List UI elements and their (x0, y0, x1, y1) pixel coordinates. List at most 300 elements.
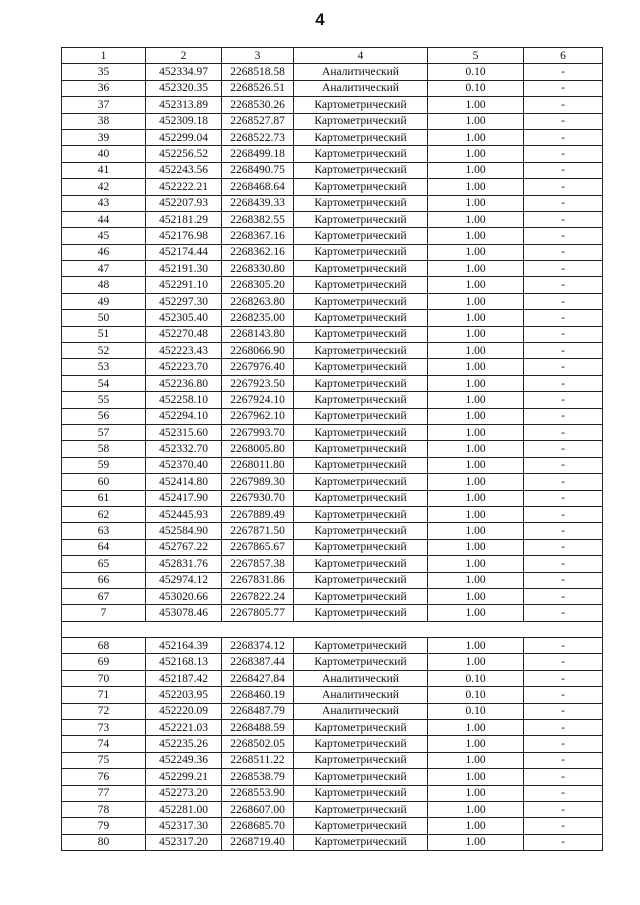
table-cell: Картометрический (294, 752, 428, 768)
table-cell: 57 (62, 424, 146, 440)
table-cell: 1.00 (428, 752, 524, 768)
table-cell: 2267871.50 (222, 523, 294, 539)
table-cell: 2267865.67 (222, 539, 294, 555)
table-cell: - (524, 195, 603, 211)
table-cell: 452281.00 (146, 801, 222, 817)
table-cell: 2268387.44 (222, 654, 294, 670)
table-cell: - (524, 490, 603, 506)
table-row (62, 474, 603, 490)
table-cell: Картометрический (294, 392, 428, 408)
table-cell: - (524, 129, 603, 145)
table-cell: - (524, 834, 603, 850)
table-cell: 2267989.30 (222, 474, 294, 490)
table-cell: 78 (62, 801, 146, 817)
table-cell: Картометрический (294, 736, 428, 752)
table-row (62, 605, 603, 621)
table-cell: 452320.35 (146, 80, 222, 96)
table-cell: Картометрический (294, 326, 428, 342)
table-cell: 2267993.70 (222, 424, 294, 440)
table-row (62, 654, 603, 670)
table-row (62, 97, 603, 113)
table-cell: - (524, 277, 603, 293)
table-row (62, 523, 603, 539)
table-cell: 2268607.00 (222, 801, 294, 817)
table-cell: - (524, 326, 603, 342)
table-cell: - (524, 769, 603, 785)
table-cell: 2267805.77 (222, 605, 294, 621)
table-cell: Картометрический (294, 375, 428, 391)
table-row (62, 638, 603, 654)
table-cell: 1.00 (428, 310, 524, 326)
table-cell: 1.00 (428, 195, 524, 211)
table-cell: - (524, 539, 603, 555)
table-cell: 79 (62, 818, 146, 834)
table-row (62, 261, 603, 277)
table-cell: - (524, 375, 603, 391)
table-row (62, 228, 603, 244)
table-cell: Картометрический (294, 97, 428, 113)
table-cell: 2267831.86 (222, 572, 294, 588)
table-cell: Картометрический (294, 162, 428, 178)
table-cell: 47 (62, 261, 146, 277)
table-cell: 452297.30 (146, 293, 222, 309)
table-row (62, 162, 603, 178)
table-cell: 1.00 (428, 408, 524, 424)
table-cell: 452317.30 (146, 818, 222, 834)
table-row (62, 129, 603, 145)
table-cell: Аналитический (294, 703, 428, 719)
table-cell: 452223.70 (146, 359, 222, 375)
table-cell: 1.00 (428, 392, 524, 408)
table-cell: Картометрический (294, 588, 428, 604)
table-cell: 2268527.87 (222, 113, 294, 129)
table-cell: 452174.44 (146, 244, 222, 260)
table-cell: 0.10 (428, 670, 524, 686)
table-cell: 452236.80 (146, 375, 222, 391)
table-cell: 1.00 (428, 424, 524, 440)
table-cell: 453078.46 (146, 605, 222, 621)
table-row (62, 375, 603, 391)
table-cell: 50 (62, 310, 146, 326)
table-cell: 452767.22 (146, 539, 222, 555)
table-cell: 452187.42 (146, 670, 222, 686)
table-row (62, 424, 603, 440)
table-cell: Картометрический (294, 506, 428, 522)
table-cell: 62 (62, 506, 146, 522)
table-cell: Картометрический (294, 605, 428, 621)
table-cell: 2268511.22 (222, 752, 294, 768)
table-cell: 1.00 (428, 146, 524, 162)
table-cell: Картометрический (294, 654, 428, 670)
table-cell: 1.00 (428, 211, 524, 227)
table-cell: 35 (62, 64, 146, 80)
table-cell: Картометрический (294, 113, 428, 129)
table-cell: 0.10 (428, 703, 524, 719)
table-cell: 452417.90 (146, 490, 222, 506)
table-cell: Картометрический (294, 490, 428, 506)
table-cell: 1.00 (428, 638, 524, 654)
table-cell: - (524, 670, 603, 686)
table-row (62, 457, 603, 473)
table-row (62, 506, 603, 522)
table-cell: 2268499.18 (222, 146, 294, 162)
table-cell: - (524, 162, 603, 178)
table-row (62, 572, 603, 588)
table-cell: 1.00 (428, 720, 524, 736)
table-row (62, 277, 603, 293)
table-row (62, 785, 603, 801)
table-row (62, 244, 603, 260)
table-cell: 452831.76 (146, 556, 222, 572)
table-cell: - (524, 506, 603, 522)
table-cell: 76 (62, 769, 146, 785)
table-cell: 60 (62, 474, 146, 490)
table-cell: - (524, 146, 603, 162)
table-cell: - (524, 244, 603, 260)
table-cell: 1.00 (428, 834, 524, 850)
table-cell: 1.00 (428, 769, 524, 785)
table-cell: 2268330.80 (222, 261, 294, 277)
table-cell: 68 (62, 638, 146, 654)
table-cell: 452243.56 (146, 162, 222, 178)
table-cell: 55 (62, 392, 146, 408)
table-cell: 452445.93 (146, 506, 222, 522)
table-cell: 1.00 (428, 556, 524, 572)
table-cell: 452221.03 (146, 720, 222, 736)
table-cell: 1.00 (428, 441, 524, 457)
table-cell: 2268066.90 (222, 343, 294, 359)
table-row (62, 211, 603, 227)
table-row (62, 720, 603, 736)
table-row (62, 490, 603, 506)
table-cell: 49 (62, 293, 146, 309)
column-header: 2 (146, 48, 222, 64)
table-cell: Картометрический (294, 556, 428, 572)
table-cell: 77 (62, 785, 146, 801)
table-cell: Картометрический (294, 523, 428, 539)
table-cell: 1.00 (428, 244, 524, 260)
table-cell: 56 (62, 408, 146, 424)
table-cell: 1.00 (428, 113, 524, 129)
table-cell: Картометрический (294, 179, 428, 195)
table-row (62, 769, 603, 785)
table-cell: 452164.39 (146, 638, 222, 654)
table-row (62, 801, 603, 817)
table-cell: 2268502.05 (222, 736, 294, 752)
table-cell: 2268305.20 (222, 277, 294, 293)
table-cell: - (524, 572, 603, 588)
table-cell: Картометрический (294, 244, 428, 260)
table-cell: 452191.30 (146, 261, 222, 277)
table-row (62, 343, 603, 359)
table-cell: 1.00 (428, 736, 524, 752)
table-cell: 52 (62, 343, 146, 359)
table-cell: 1.00 (428, 785, 524, 801)
table-cell: - (524, 261, 603, 277)
table-cell: - (524, 424, 603, 440)
table-cell: 75 (62, 752, 146, 768)
table-cell: 61 (62, 490, 146, 506)
table-row (62, 326, 603, 342)
table-cell: 45 (62, 228, 146, 244)
table-cell: 452299.21 (146, 769, 222, 785)
table-cell: Картометрический (294, 146, 428, 162)
table-cell: - (524, 638, 603, 654)
table-row (62, 64, 603, 80)
table-cell: 37 (62, 97, 146, 113)
table-cell: 1.00 (428, 162, 524, 178)
table-row (62, 539, 603, 555)
column-header: 4 (294, 48, 428, 64)
table-cell: Картометрический (294, 129, 428, 145)
header-row (62, 48, 603, 64)
table-cell: Аналитический (294, 80, 428, 96)
table-cell: Картометрический (294, 277, 428, 293)
table-cell: 2268460.19 (222, 687, 294, 703)
table-cell: Картометрический (294, 310, 428, 326)
table-cell: 38 (62, 113, 146, 129)
table-cell: 1.00 (428, 474, 524, 490)
table-cell: Аналитический (294, 687, 428, 703)
table-cell: - (524, 687, 603, 703)
table-cell: Картометрический (294, 408, 428, 424)
table-cell: 452315.60 (146, 424, 222, 440)
table-cell: 2267976.40 (222, 359, 294, 375)
table-cell: 452249.36 (146, 752, 222, 768)
table-cell: - (524, 293, 603, 309)
table-cell: - (524, 474, 603, 490)
table-cell: 46 (62, 244, 146, 260)
table-cell: 39 (62, 129, 146, 145)
table-cell: 1.00 (428, 818, 524, 834)
table-cell: 41 (62, 162, 146, 178)
column-header: 3 (222, 48, 294, 64)
table-cell: Аналитический (294, 64, 428, 80)
table-cell: 452305.40 (146, 310, 222, 326)
table-cell: 452291.10 (146, 277, 222, 293)
table-cell: Картометрический (294, 293, 428, 309)
table-cell: 1.00 (428, 654, 524, 670)
section-separator-row (62, 621, 603, 637)
table-cell: - (524, 736, 603, 752)
table-cell: 0.10 (428, 80, 524, 96)
table-cell: 2268487.79 (222, 703, 294, 719)
table-cell: 43 (62, 195, 146, 211)
table-cell: 452370.40 (146, 457, 222, 473)
table-cell: 2267923.50 (222, 375, 294, 391)
table-cell: 2268143.80 (222, 326, 294, 342)
table-cell: - (524, 801, 603, 817)
table-cell: 452176.98 (146, 228, 222, 244)
table-cell: 63 (62, 523, 146, 539)
table-cell: - (524, 785, 603, 801)
table-cell: 67 (62, 588, 146, 604)
table-row (62, 556, 603, 572)
table-cell: 1.00 (428, 129, 524, 145)
table-cell: 1.00 (428, 343, 524, 359)
table-cell: 80 (62, 834, 146, 850)
table-cell: 1.00 (428, 359, 524, 375)
table-cell: 1.00 (428, 588, 524, 604)
table-cell: 452181.29 (146, 211, 222, 227)
table-cell: - (524, 64, 603, 80)
table-cell: 1.00 (428, 539, 524, 555)
table-cell: 2267924.10 (222, 392, 294, 408)
table-row (62, 293, 603, 309)
table-cell: 452313.89 (146, 97, 222, 113)
table-body (62, 64, 603, 851)
table-cell: 2267889.49 (222, 506, 294, 522)
column-header: 6 (524, 48, 603, 64)
table-cell: - (524, 556, 603, 572)
table-cell: 1.00 (428, 605, 524, 621)
table-cell: 2268468.64 (222, 179, 294, 195)
table-cell: 452256.52 (146, 146, 222, 162)
table-cell: - (524, 408, 603, 424)
table-cell: 1.00 (428, 375, 524, 391)
table-cell: - (524, 523, 603, 539)
table-cell: 1.00 (428, 457, 524, 473)
table-cell: 58 (62, 441, 146, 457)
table-cell: 2268439.33 (222, 195, 294, 211)
table-cell: 0.10 (428, 64, 524, 80)
table-row (62, 195, 603, 211)
table-cell: Картометрический (294, 261, 428, 277)
table-cell: - (524, 441, 603, 457)
table-row (62, 80, 603, 96)
table-cell: 7 (62, 605, 146, 621)
table-cell: - (524, 720, 603, 736)
table-cell: 1.00 (428, 228, 524, 244)
table-cell: 452203.95 (146, 687, 222, 703)
table-cell: Картометрический (294, 228, 428, 244)
table-cell: 2268382.55 (222, 211, 294, 227)
table-cell: Картометрический (294, 211, 428, 227)
table-cell: 452309.18 (146, 113, 222, 129)
table-cell: - (524, 310, 603, 326)
table-cell: 51 (62, 326, 146, 342)
table-cell: 2268367.16 (222, 228, 294, 244)
table-cell: 2268522.73 (222, 129, 294, 145)
table-cell: 2268719.40 (222, 834, 294, 850)
table-cell: - (524, 588, 603, 604)
table-cell: Картометрический (294, 195, 428, 211)
table-cell: 1.00 (428, 326, 524, 342)
table-cell: 66 (62, 572, 146, 588)
table-cell: 54 (62, 375, 146, 391)
table-row (62, 359, 603, 375)
table-row (62, 310, 603, 326)
table-cell: 2267962.10 (222, 408, 294, 424)
table-cell: 452584.90 (146, 523, 222, 539)
table-cell: Картометрический (294, 769, 428, 785)
table-cell: 59 (62, 457, 146, 473)
table-cell: 2267857.38 (222, 556, 294, 572)
table-cell: 2268011.80 (222, 457, 294, 473)
table-cell: 0.10 (428, 687, 524, 703)
table-row (62, 441, 603, 457)
table-cell: Картометрический (294, 457, 428, 473)
table-cell: 2268362.16 (222, 244, 294, 260)
table-cell: 2268427.84 (222, 670, 294, 686)
table-cell: - (524, 752, 603, 768)
table-cell: 2268490.75 (222, 162, 294, 178)
table-cell: 1.00 (428, 277, 524, 293)
table-cell: - (524, 457, 603, 473)
table-cell: 2268526.51 (222, 80, 294, 96)
table-cell: 53 (62, 359, 146, 375)
table-cell: 1.00 (428, 261, 524, 277)
table-row (62, 703, 603, 719)
table-cell: 452223.43 (146, 343, 222, 359)
table-cell: 452220.09 (146, 703, 222, 719)
table-cell: 1.00 (428, 97, 524, 113)
page-number: 4 (315, 10, 325, 29)
table-cell: 2268518.58 (222, 64, 294, 80)
table-row (62, 736, 603, 752)
table-cell: 73 (62, 720, 146, 736)
table-row (62, 670, 603, 686)
table-cell: - (524, 113, 603, 129)
table-cell: 74 (62, 736, 146, 752)
table-cell: Аналитический (294, 670, 428, 686)
table-cell: Картометрический (294, 424, 428, 440)
table-cell: 1.00 (428, 801, 524, 817)
table-cell: 452317.20 (146, 834, 222, 850)
separator-cell (62, 621, 603, 637)
table-cell: - (524, 343, 603, 359)
table-cell: - (524, 703, 603, 719)
table-cell: 452258.10 (146, 392, 222, 408)
table-cell: 452332.70 (146, 441, 222, 457)
table-cell: 48 (62, 277, 146, 293)
table-cell: - (524, 228, 603, 244)
table-cell: 1.00 (428, 572, 524, 588)
table-cell: 452299.04 (146, 129, 222, 145)
table-cell: 452235.26 (146, 736, 222, 752)
table-cell: 72 (62, 703, 146, 719)
table-cell: 69 (62, 654, 146, 670)
table-cell: - (524, 392, 603, 408)
table-cell: 2268235.00 (222, 310, 294, 326)
table-cell: Картометрический (294, 572, 428, 588)
table-cell: - (524, 80, 603, 96)
table-cell: 2267822.24 (222, 588, 294, 604)
table-cell: Картометрический (294, 343, 428, 359)
table-cell: Картометрический (294, 720, 428, 736)
table-row (62, 752, 603, 768)
table-cell: 65 (62, 556, 146, 572)
table-row (62, 179, 603, 195)
table-row (62, 834, 603, 850)
table-cell: 453020.66 (146, 588, 222, 604)
table-row (62, 687, 603, 703)
table-cell: 452414.80 (146, 474, 222, 490)
table-cell: Картометрический (294, 785, 428, 801)
table-cell: Картометрический (294, 539, 428, 555)
table-cell: - (524, 605, 603, 621)
table-cell: 1.00 (428, 490, 524, 506)
table-cell: 452974.12 (146, 572, 222, 588)
table-cell: 452294.10 (146, 408, 222, 424)
table-cell: 2268374.12 (222, 638, 294, 654)
table-cell: Картометрический (294, 818, 428, 834)
table-cell: Картометрический (294, 638, 428, 654)
table-cell: 452270.48 (146, 326, 222, 342)
table-cell: Картометрический (294, 441, 428, 457)
table-cell: 452168.13 (146, 654, 222, 670)
column-header: 1 (62, 48, 146, 64)
